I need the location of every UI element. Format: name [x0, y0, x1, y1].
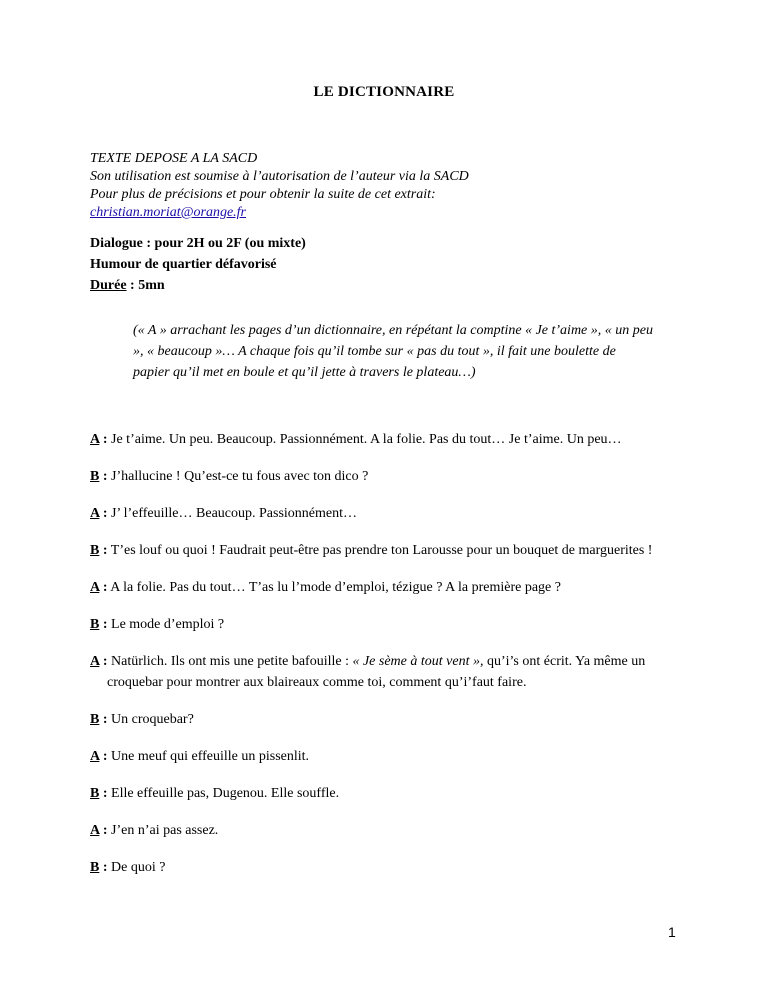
speaker-label: A — [90, 580, 100, 595]
notice-line-3: Pour plus de précisions et pour obtenir la suite de cet extrait: — [90, 187, 436, 202]
dialogue-line: B : Un croquebar? — [90, 712, 194, 727]
author-email-link[interactable]: christian.moriat@orange.fr — [90, 205, 246, 220]
page-number: 1 — [668, 924, 676, 940]
duration-value: : 5mn — [126, 278, 165, 293]
speaker-label: B — [90, 712, 100, 727]
speaker-label: B — [90, 469, 100, 484]
dialogue-text: Je t’aime. Un peu. Beaucoup. Passionnément. A la folie. Pas du tout… Je t’aime. Un peu… — [107, 432, 622, 447]
dialogue-line: A : J’ l’effeuille… Beaucoup. Passionnément… — [90, 506, 357, 521]
speaker-label: A — [90, 506, 100, 521]
dialogue-text: J’ l’effeuille… Beaucoup. Passionnément… — [107, 506, 357, 521]
dialogue-text: Le mode d’emploi ? — [107, 617, 225, 632]
speaker-label: A — [90, 749, 100, 764]
speaker-label: B — [90, 786, 100, 801]
dialogue-text: J’en n’ai pas assez. — [107, 823, 219, 838]
quoted-motto: « Je sème à tout vent », — [352, 654, 484, 669]
duration-line — [90, 275, 690, 296]
speaker-label: A — [90, 654, 100, 669]
speaker-label: A — [90, 823, 100, 838]
duration-label: Durée — [90, 278, 127, 293]
dialogue-line: B : Elle effeuille pas, Dugenou. Elle souffle. — [90, 786, 340, 801]
speaker-label: B — [90, 617, 100, 632]
document-title: LE DICTIONNAIRE — [313, 84, 455, 100]
copyright-notice — [90, 150, 690, 222]
dialogue-line: A : Je t’aime. Un peu. Beaucoup. Passionnément. A la folie. Pas du tout… Je t’aime. Un peu… — [90, 432, 622, 447]
dialogue-line: B : De quoi ? — [90, 860, 166, 875]
dialogue-text: T’es louf ou quoi ! Faudrait peut-être pas prendre ton Larousse pour un bouquet de marguerites ! — [107, 543, 653, 558]
notice-line-1: TEXTE DEPOSE A LA SACD — [90, 151, 258, 166]
notice-line-2: Son utilisation est soumise à l’autorisation de l’auteur via la SACD — [90, 169, 469, 184]
stage-direction: (« A » arrachant les pages d’un dictionnaire, en répétant la comptine « Je t’aime », « un peu », « beaucoup »… A chaque fois qu’il tombe sur « pas du tout », il fait une boulette de papier qu’il met en boule et qu’il jette à travers le plateau…) — [133, 323, 653, 380]
dialogue-line: A : J’en n’ai pas assez. — [90, 823, 219, 838]
dialogue-line: B : T’es louf ou quoi ! Faudrait peut-être pas prendre ton Larousse pour un bouquet de marguerites ! — [90, 543, 653, 558]
dialogue-text: J’hallucine ! Qu’est-ce tu fous avec ton dico ? — [107, 469, 369, 484]
play-info — [90, 233, 690, 296]
dialogue-line: A : Une meuf qui effeuille un pissenlit. — [90, 749, 310, 764]
dialogue-text: Elle effeuille pas, Dugenou. Elle souffle. — [107, 786, 340, 801]
speaker-label: B — [90, 543, 100, 558]
speaker-label: B — [90, 860, 100, 875]
dialogue-line: A : A la folie. Pas du tout… T’as lu l’mode d’emploi, tézigue ? A la première page ? — [90, 580, 561, 595]
speaker-label: A — [90, 432, 100, 447]
dialogue-text: Une meuf qui effeuille un pissenlit. — [107, 749, 310, 764]
dialogue-text: A la folie. Pas du tout… T’as lu l’mode d’emploi, tézigue ? A la première page ? — [107, 580, 561, 595]
dialogue — [90, 429, 660, 894]
dialogue-line: B : Le mode d’emploi ? — [90, 617, 225, 632]
dialogue-text: De quoi ? — [107, 860, 166, 875]
dialogue-text: Un croquebar? — [107, 712, 194, 727]
dialogue-text: qu’i’s ont écrit. Ya même un croquebar pour montrer aux blaireaux comme toi, comment qu’i’faut faire. — [107, 654, 646, 690]
genre-line: Humour de quartier défavorisé — [90, 257, 277, 272]
dialogue-line: A : Natürlich. Ils ont mis une petite bafouille : « Je sème à tout vent », qu’i’s ont écrit. Ya même un croquebar pour montrer aux blaireaux comme toi, comment qu’i’faut faire. — [90, 654, 646, 690]
casting-line: Dialogue : pour 2H ou 2F (ou mixte) — [90, 236, 306, 251]
dialogue-line: B : J’hallucine ! Qu’est-ce tu fous avec ton dico ? — [90, 469, 369, 484]
dialogue-text: Natürlich. Ils ont mis une petite bafouille : — [107, 654, 353, 669]
